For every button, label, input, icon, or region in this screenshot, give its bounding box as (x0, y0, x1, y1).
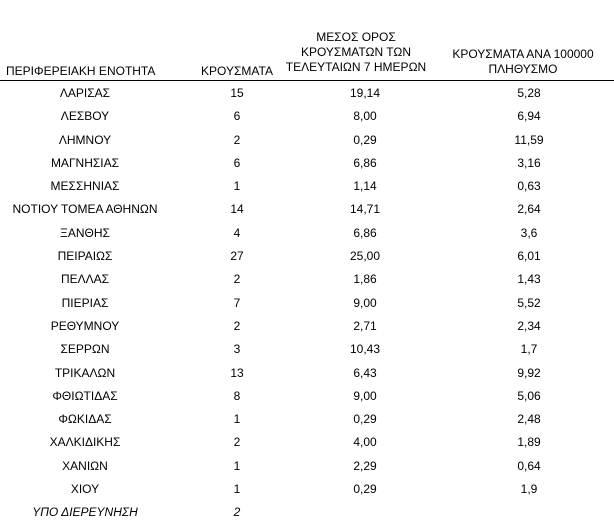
cases-per-100000-cell: 3,6 (520, 225, 538, 240)
seven-day-average-cell: 19,14 (349, 86, 381, 100)
cases-per-100000-cell: 11,59 (514, 132, 544, 147)
cases-per-100000-cell: 5,52 (517, 295, 541, 310)
table-row (0, 222, 614, 245)
seven-day-average-cell: 25,00 (349, 249, 381, 264)
seven-day-average-cell: 6,43 (353, 365, 377, 380)
cases-per-100000-cell: 1,9 (520, 482, 538, 497)
note-cases-cell: 2 (233, 505, 241, 520)
table-row (0, 82, 614, 105)
cases-cell: 6 (233, 155, 241, 170)
table-row (0, 338, 614, 361)
table-row (0, 175, 614, 198)
region-cell: ΜΑΓΝΗΣΙΑΣ (50, 155, 120, 170)
region-cell: ΝΟΤΙΟΥ ΤΟΜΕΑ ΑΘΗΝΩΝ (12, 202, 158, 217)
region-cell: ΤΡΙΚΑΛΩΝ (54, 365, 116, 380)
seven-day-average-cell: 0,29 (353, 482, 377, 497)
seven-day-average-cell: 8,00 (353, 109, 377, 124)
region-cell: ΠΕΛΛΑΣ (60, 272, 110, 287)
cases-cell: 3 (233, 342, 241, 357)
cases-cell: 2 (233, 435, 241, 450)
cases-per-100000-cell: 0,63 (517, 179, 541, 194)
note-region-cell: ΥΠΟ ΔΙΕΡΕΥΝΗΣΗ (32, 505, 138, 520)
cases-per-100000-cell: 1,43 (517, 272, 541, 287)
header-region: ΠΕΡΙΦΕΡΕΙΑΚΗ ΕΝΟΤΗΤΑ (6, 64, 156, 78)
table-row (0, 315, 614, 338)
table-row (0, 292, 614, 315)
table-row (0, 245, 614, 268)
region-cell: ΡΕΘΥΜΝΟΥ (50, 318, 120, 333)
cases-per-100000-cell: 6,01 (517, 249, 541, 264)
table-row (0, 385, 614, 408)
header-divider (0, 80, 614, 81)
cases-per-100000-cell: 2,64 (517, 202, 541, 217)
cases-per-100000-cell: 5,06 (517, 388, 541, 403)
under-investigation-row (0, 501, 614, 524)
header-seven-day-average: ΜΕΣΟΣ ΟΡΟΣ ΚΡΟΥΣΜΑΤΩΝ ΤΩΝ ΤΕΛΕΥΤΑΙΩΝ 7 ΗΜΕΡΩΝ (285, 30, 427, 74)
table-row (0, 478, 614, 501)
region-cell: ΧΑΛΚΙΔΙΚΗΣ (49, 435, 121, 450)
region-cell: ΦΘΙΩΤΙΔΑΣ (52, 388, 118, 403)
region-cell: ΣΕΡΡΩΝ (60, 342, 110, 357)
cases-per-100000-cell: 1,7 (520, 342, 538, 357)
cases-cell: 1 (233, 179, 241, 194)
seven-day-average-cell: 2,29 (353, 458, 377, 473)
region-cell: ΠΙΕΡΙΑΣ (61, 295, 109, 310)
cases-cell: 1 (233, 412, 241, 427)
cases-cell: 14 (230, 202, 244, 217)
region-cell: ΠΕΙΡΑΙΩΣ (57, 249, 113, 264)
seven-day-average-cell: 9,00 (353, 295, 377, 310)
cases-per-100000-cell: 6,94 (517, 109, 541, 124)
table-body (0, 82, 614, 525)
cases-cell: 2 (233, 318, 241, 333)
seven-day-average-cell: 0,29 (353, 412, 377, 427)
region-cell: ΞΑΝΘΗΣ (60, 225, 110, 240)
header-cases: ΚΡΟΥΣΜΑΤΑ (201, 64, 273, 78)
cases-cell: 13 (230, 365, 244, 380)
seven-day-average-cell: 1,14 (353, 179, 377, 194)
region-cell: ΦΩΚΙΔΑΣ (58, 412, 112, 427)
region-cell: ΧΙΟΥ (70, 482, 100, 497)
seven-day-average-cell: 1,86 (353, 272, 377, 287)
cases-cell: 2 (233, 272, 241, 287)
cases-cell: 1 (233, 482, 241, 497)
cases-per-100000-cell: 1,89 (517, 435, 541, 450)
table-row (0, 431, 614, 454)
cases-per-100000-cell: 9,92 (517, 365, 541, 380)
cases-cell: 1 (233, 458, 241, 473)
seven-day-average-cell: 9,00 (353, 388, 377, 403)
cases-cell: 2 (233, 132, 241, 147)
table-row (0, 362, 614, 385)
cases-per-100000-cell: 2,34 (517, 318, 541, 333)
seven-day-average-cell: 10,43 (349, 342, 381, 357)
cases-cell: 4 (233, 225, 241, 240)
cases-cell: 27 (230, 249, 244, 264)
cases-cell: 8 (233, 388, 241, 403)
table-row (0, 268, 614, 291)
region-cell: ΧΑΝΙΩΝ (62, 458, 108, 473)
region-cell: ΛΕΣΒΟΥ (60, 109, 110, 124)
cases-per-100000-cell: 5,28 (517, 86, 541, 100)
cases-cell: 7 (233, 295, 241, 310)
cases-per-100000-cell: 3,16 (517, 155, 541, 170)
cases-cell: 6 (233, 109, 241, 124)
cases-per-100000-cell: 0,64 (517, 458, 541, 473)
header-cases-per-100000: ΚΡΟΥΣΜΑΤΑ ΑΝΑ 100000 ΠΛΗΘΥΣΜΟ (452, 47, 594, 76)
seven-day-average-cell: 14,71 (349, 202, 381, 217)
table-row (0, 408, 614, 431)
table-row (0, 455, 614, 478)
region-cell: ΜΕΣΣΗΝΙΑΣ (50, 179, 120, 194)
table-row (0, 198, 614, 221)
table-row (0, 152, 614, 175)
seven-day-average-cell: 6,86 (353, 155, 377, 170)
cases-cell: 15 (230, 86, 244, 100)
seven-day-average-cell: 6,86 (353, 225, 377, 240)
seven-day-average-cell: 0,29 (353, 132, 377, 147)
table-row (0, 105, 614, 128)
cases-per-100000-cell: 2,48 (517, 412, 541, 427)
table-row (0, 129, 614, 152)
region-cell: ΛΗΜΝΟΥ (58, 132, 112, 147)
seven-day-average-cell: 4,00 (353, 435, 377, 450)
seven-day-average-cell: 2,71 (353, 318, 377, 333)
region-cell: ΛΑΡΙΣΑΣ (59, 86, 111, 100)
